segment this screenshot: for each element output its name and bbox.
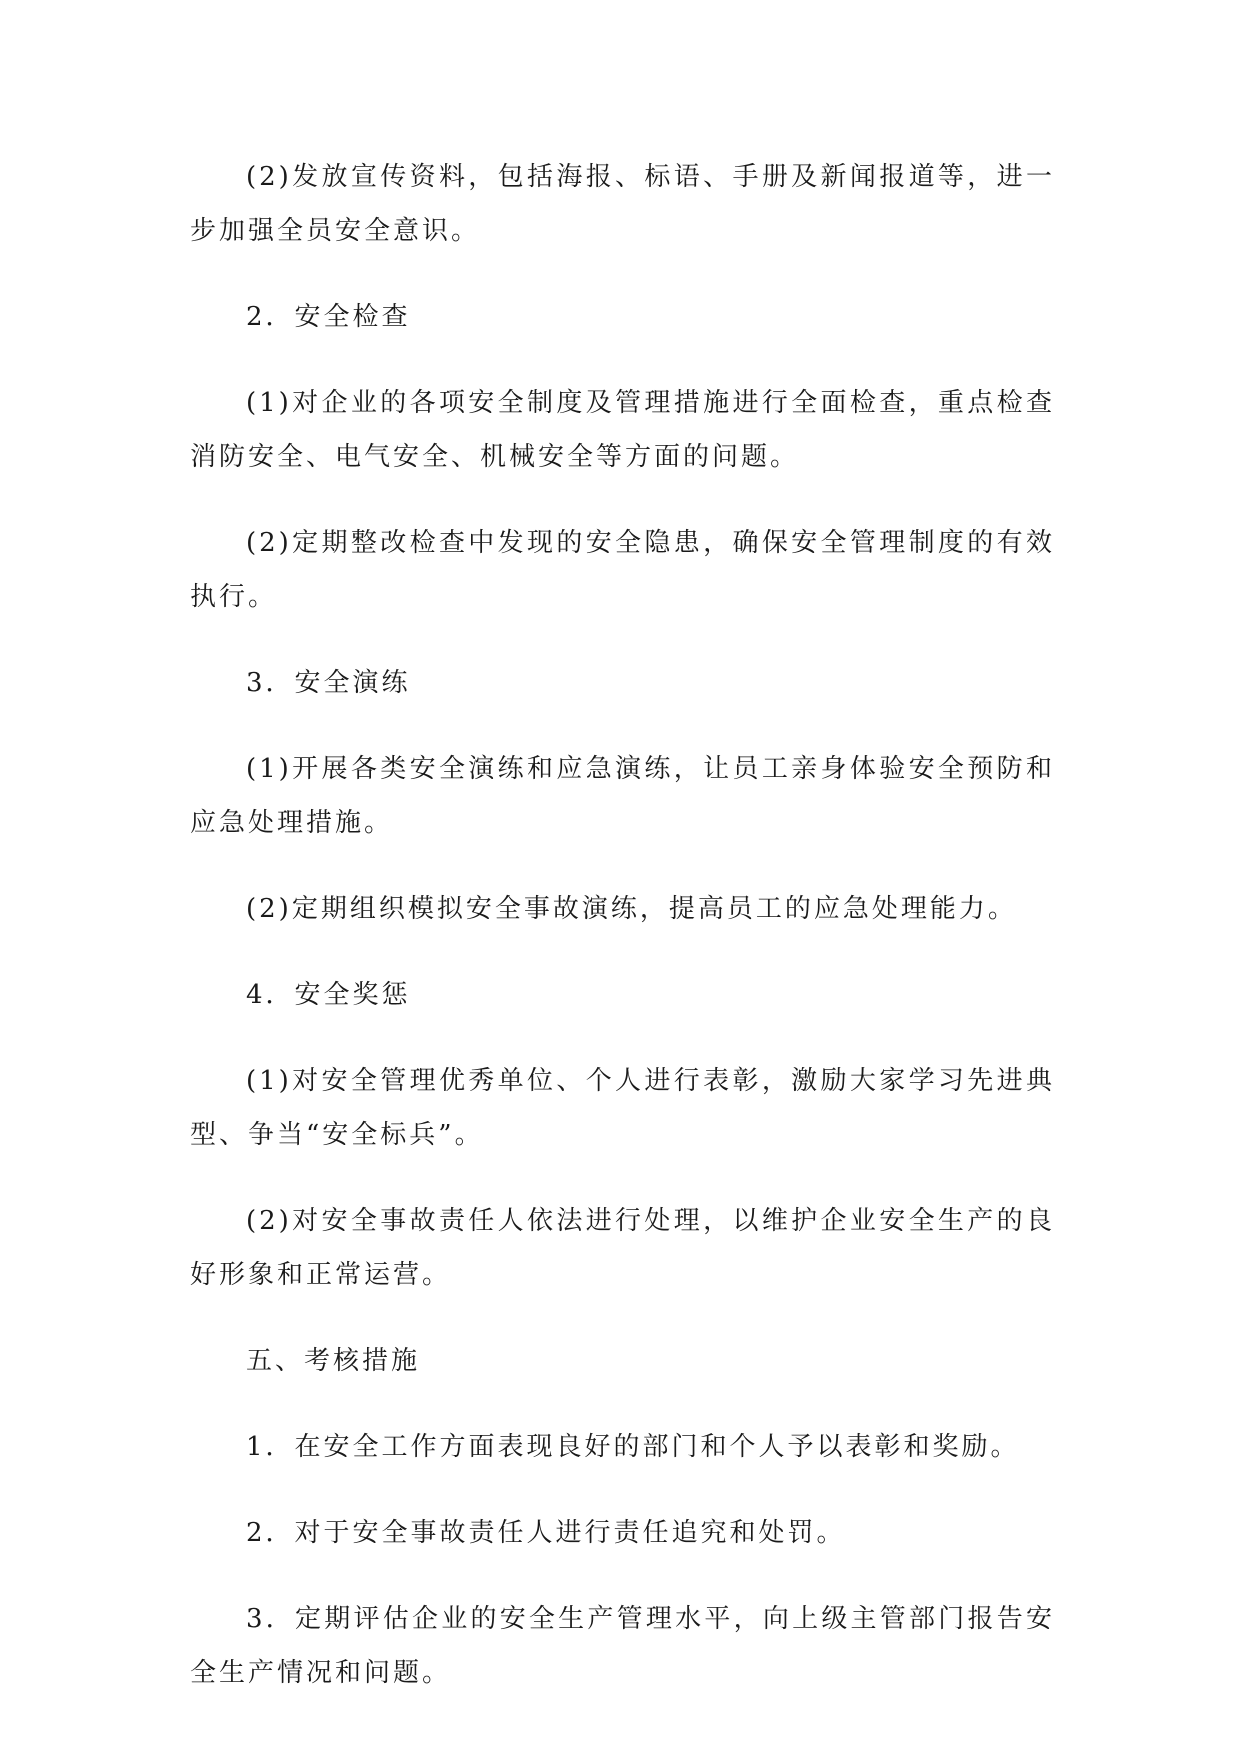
section-heading-assessment-measures: 五、考核措施: [246, 1346, 421, 1376]
paragraph-inspection-rectification: (2)定期整改检查中发现的安全隐患，确保安全管理制度的有效执行。: [190, 528, 1055, 612]
section-heading-rewards-penalties: 4．安全奖惩: [246, 980, 411, 1010]
section-heading-safety-inspection: 2．安全检查: [246, 302, 411, 332]
section-heading-safety-drills: 3．安全演练: [246, 668, 411, 698]
paragraph-inspection-comprehensive: (1)对企业的各项安全制度及管理措施进行全面检查，重点检查消防安全、电气安全、机械安全等方面的问题。: [190, 388, 1055, 472]
paragraph-drills-emergency: (1)开展各类安全演练和应急演练，让员工亲身体验安全预防和应急处理措施。: [190, 754, 1055, 838]
paragraph-assessment-accountability: 2．对于安全事故责任人进行责任追究和处罚。: [246, 1518, 846, 1548]
paragraph-publicity-materials: (2)发放宣传资料，包括海报、标语、手册及新闻报道等，进一步加强全员安全意识。: [190, 162, 1055, 246]
paragraph-penalties-handling: (2)对安全事故责任人依法进行处理，以维护企业安全生产的良好形象和正常运营。: [190, 1206, 1055, 1290]
paragraph-assessment-evaluation: 3．定期评估企业的安全生产管理水平，向上级主管部门报告安全生产情况和问题。: [190, 1604, 1055, 1688]
paragraph-rewards-commendation: (1)对安全管理优秀单位、个人进行表彰，激励大家学习先进典型、争当“安全标兵”。: [190, 1066, 1055, 1150]
document-page: [190, 150, 1055, 1732]
paragraph-assessment-rewards: 1．在安全工作方面表现良好的部门和个人予以表彰和奖励。: [246, 1432, 1020, 1462]
paragraph-drills-simulation: (2)定期组织模拟安全事故演练，提高员工的应急处理能力。: [246, 894, 1017, 924]
